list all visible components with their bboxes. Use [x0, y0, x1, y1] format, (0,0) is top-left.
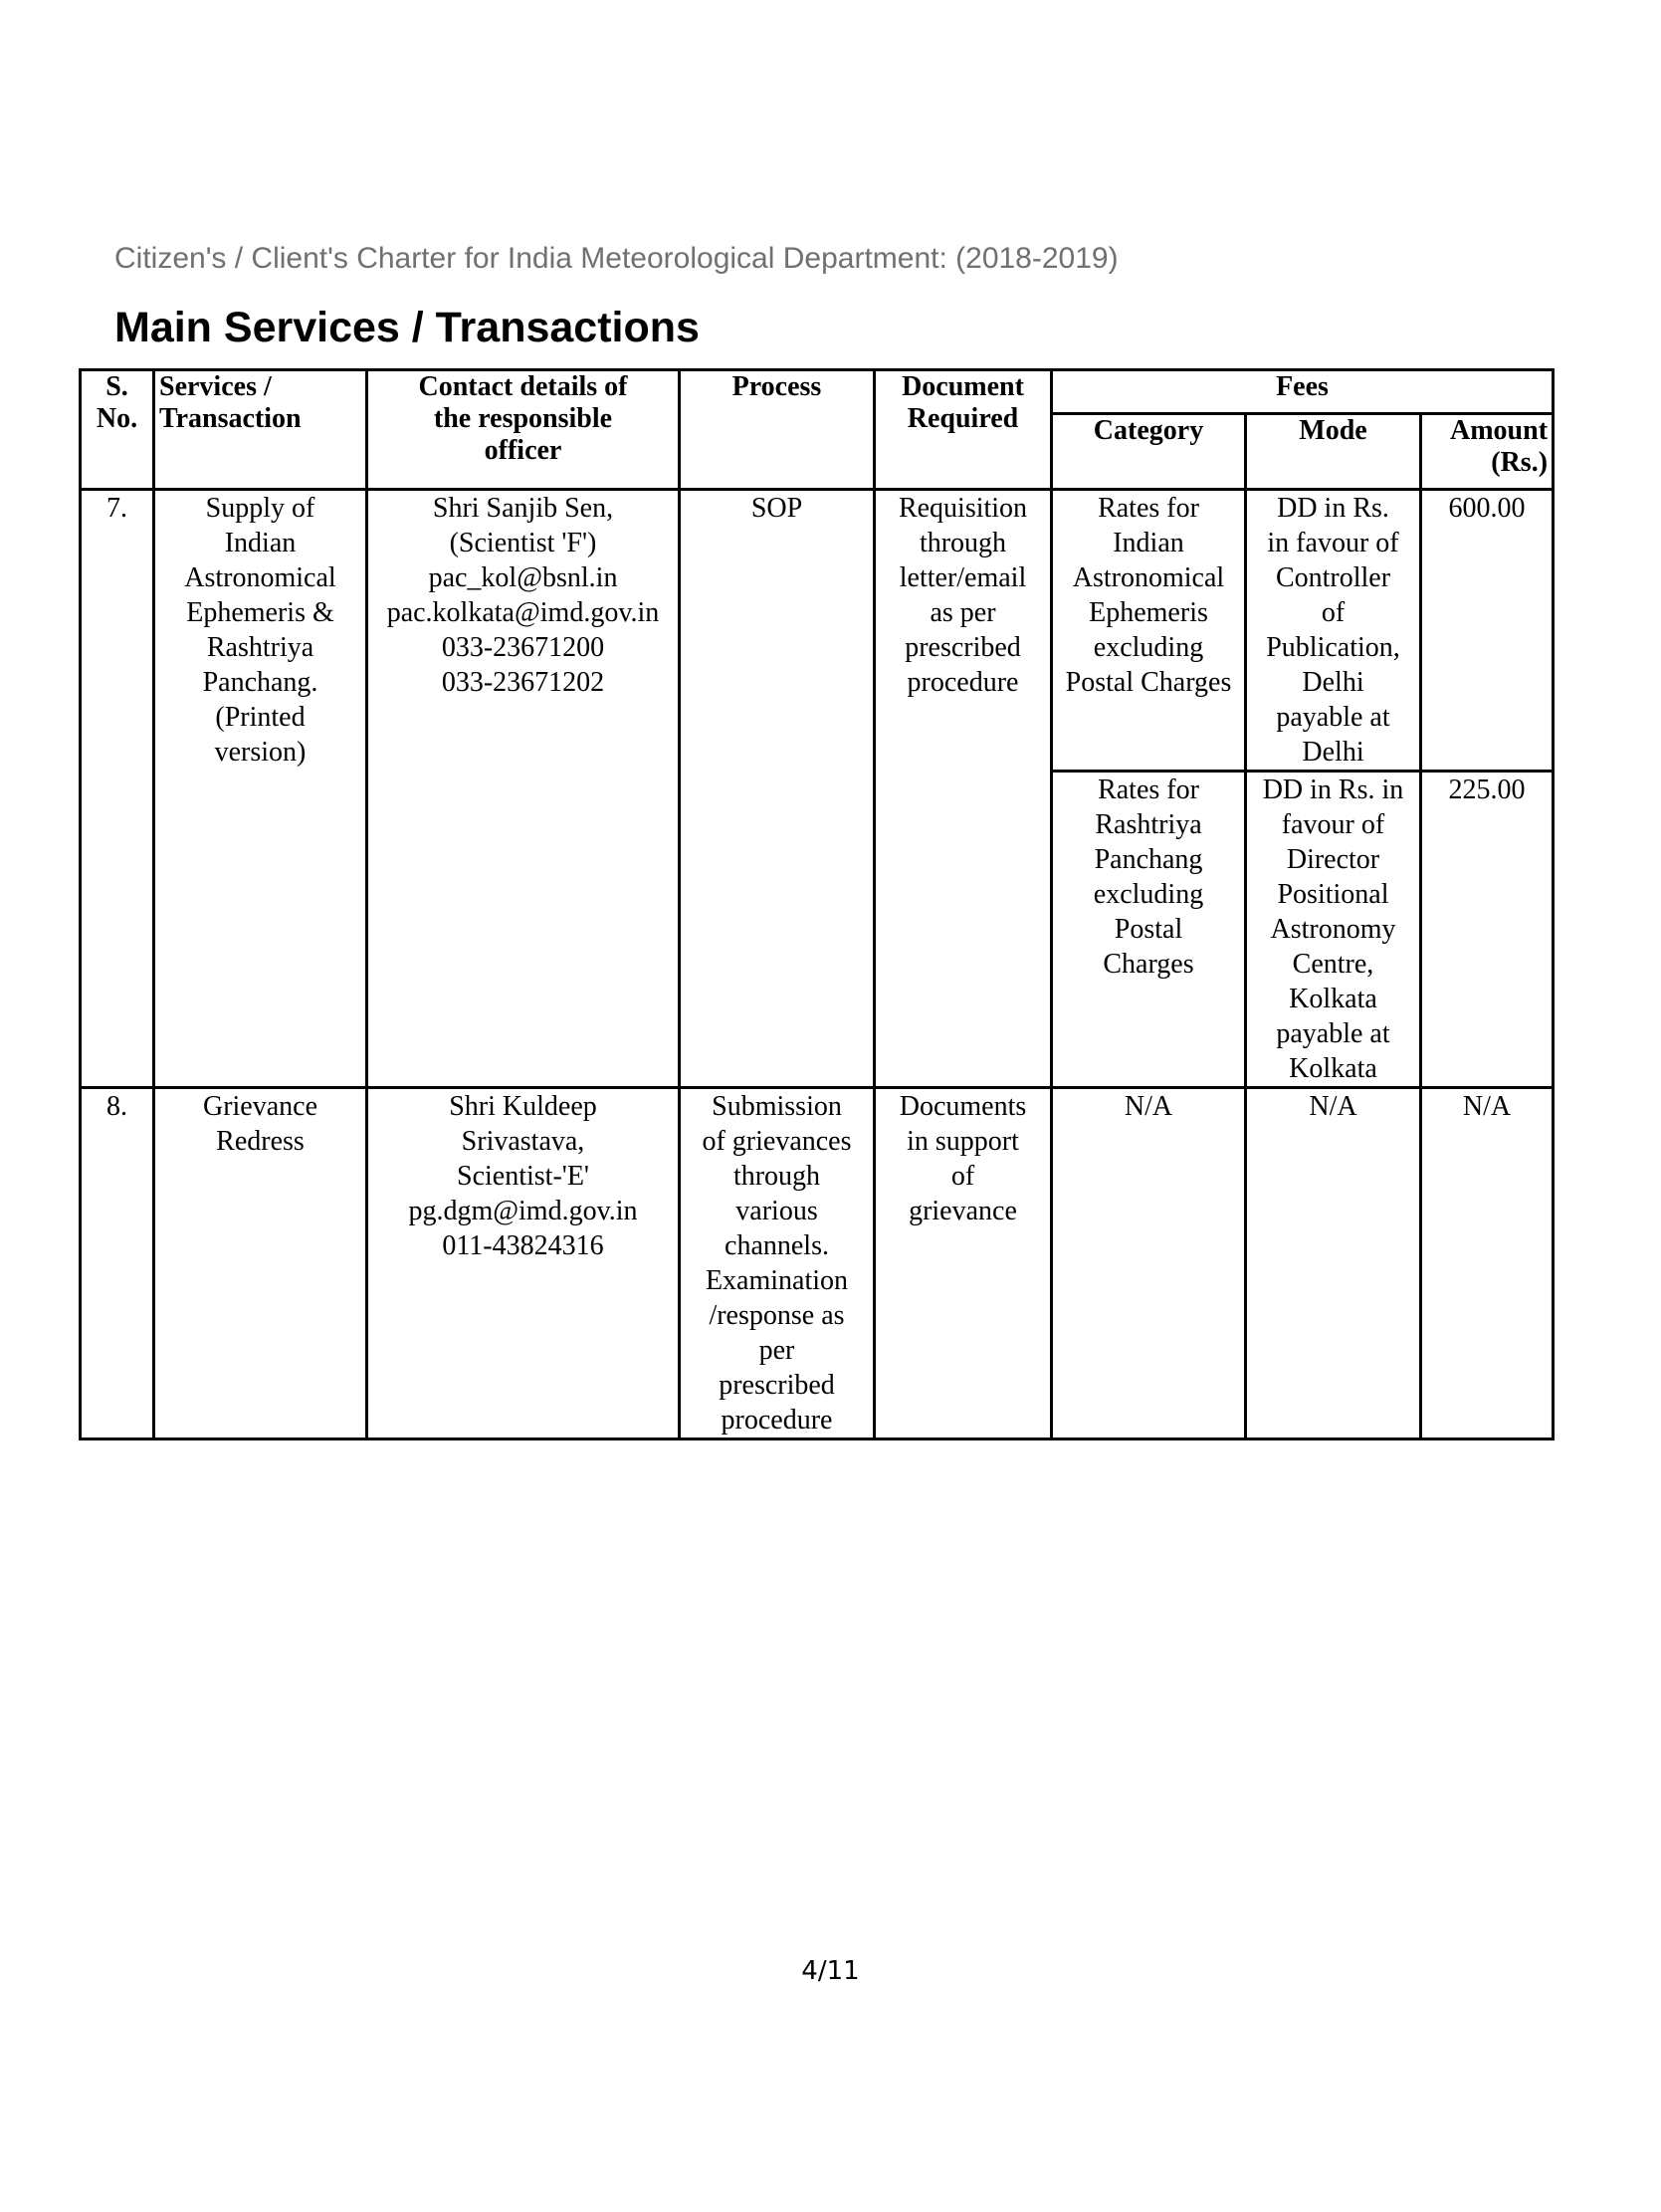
cell-amount: 600.00 — [1421, 490, 1554, 772]
cell-sno: 8. — [81, 1088, 154, 1439]
header-fees: Fees — [1052, 370, 1554, 414]
page-number: 4/11 — [801, 1956, 860, 1986]
cell-document: Requisition through letter/email as per prescribed procedure — [875, 490, 1052, 1088]
cell-category: N/A — [1052, 1088, 1246, 1439]
cell-mode: DD in Rs. in favour of Controller of Publication, Delhi payable at Delhi — [1246, 490, 1421, 772]
cell-contact: Shri Sanjib Sen, (Scientist 'F') pac_kol@bsnl.in pac.kolkata@imd.gov.in 033-23671200 033-23671202 — [367, 490, 680, 1088]
header-services: Services / Transaction — [154, 370, 367, 490]
cell-category: Rates for Indian Astronomical Ephemeris excluding Postal Charges — [1052, 490, 1246, 772]
services-table — [79, 368, 1555, 1440]
header-process: Process — [680, 370, 875, 490]
cell-contact: Shri Kuldeep Srivastava, Scientist-'E' pg.dgm@imd.gov.in 011-43824316 — [367, 1088, 680, 1439]
table-row — [81, 490, 1554, 772]
section-title: Main Services / Transactions — [114, 304, 700, 351]
cell-document: Documents in support of grievance — [875, 1088, 1052, 1439]
header-category: Category — [1052, 414, 1246, 490]
cell-service: Grievance Redress — [154, 1088, 367, 1439]
cell-sno: 7. — [81, 490, 154, 1088]
cell-amount: N/A — [1421, 1088, 1554, 1439]
cell-process: Submission of grievances through various channels. Examination /response as per prescribed procedure — [680, 1088, 875, 1439]
cell-service: Supply of Indian Astronomical Ephemeris & Rashtriya Panchang. (Printed version) — [154, 490, 367, 1088]
table-row — [81, 1088, 1554, 1439]
charter-title: Citizen's / Client's Charter for India Meteorological Department: (2018-2019) — [114, 242, 1119, 275]
header-contact: Contact details of the responsible officer — [367, 370, 680, 490]
header-amount: Amount (Rs.) — [1421, 414, 1554, 490]
cell-amount: 225.00 — [1421, 772, 1554, 1088]
header-sno: S. No. — [81, 370, 154, 490]
cell-category: Rates for Rashtriya Panchang excluding Postal Charges — [1052, 772, 1246, 1088]
cell-mode: DD in Rs. in favour of Director Positional Astronomy Centre, Kolkata payable at Kolkata — [1246, 772, 1421, 1088]
cell-mode: N/A — [1246, 1088, 1421, 1439]
cell-process: SOP — [680, 490, 875, 1088]
header-mode: Mode — [1246, 414, 1421, 490]
header-document: Document Required — [875, 370, 1052, 490]
